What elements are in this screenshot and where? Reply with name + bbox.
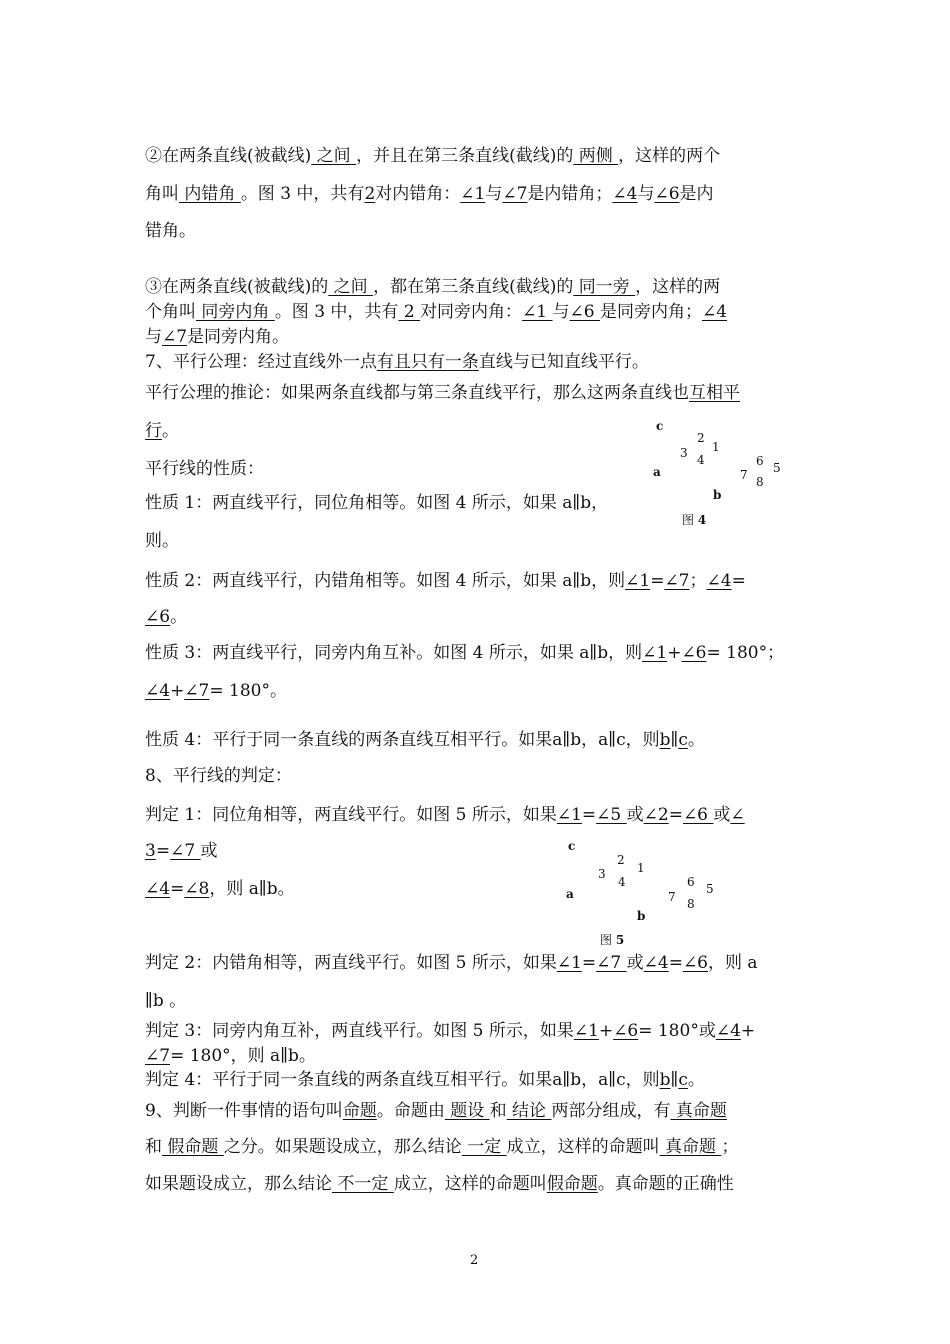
text-line xyxy=(145,765,292,787)
text-segment: 判定 4：平行于同一条直线的两条直线互相平行。如果a∥b，a∥c，则 xyxy=(145,1070,660,1090)
answer-blank: ∠4 xyxy=(706,571,732,591)
fig4-label-8: 8 xyxy=(756,475,764,489)
fig4-label-4: 4 xyxy=(697,453,705,467)
text-line xyxy=(145,606,187,628)
text-segment: ，这样的两 xyxy=(635,277,721,297)
answer-blank: ∠6 xyxy=(613,1021,639,1041)
answer-blank: 行 xyxy=(145,421,162,441)
text-line xyxy=(145,840,218,862)
text-segment: 判定 1：同位角相等，两直线平行。如图 5 所示，如果 xyxy=(145,805,557,825)
text-segment: = xyxy=(731,571,746,591)
text-segment: 和 xyxy=(145,1137,162,1157)
text-segment: 性质 2：两直线平行，内错角相等。如图 4 所示，如果 a∥b，则 xyxy=(145,571,626,591)
answer-blank: ∠4 xyxy=(612,184,638,204)
text-segment: 。真命题的正确性 xyxy=(597,1174,734,1194)
answer-blank: 内错角 xyxy=(179,184,241,204)
answer-blank: 之间 xyxy=(311,146,357,166)
answer-blank: 2 xyxy=(364,184,376,204)
text-segment: = xyxy=(668,953,683,973)
fig4-label-b: b xyxy=(713,488,722,502)
answer-blank: ∠1 xyxy=(573,1021,599,1041)
answer-blank: 同一旁 xyxy=(573,277,636,297)
text-segment: 与 xyxy=(145,327,162,347)
text-line xyxy=(145,1136,738,1158)
text-segment: 。 xyxy=(162,421,179,441)
fig5-label-7: 7 xyxy=(668,890,676,904)
text-line xyxy=(145,351,649,373)
text-segment: 与 xyxy=(637,184,655,204)
text-segment: ，则 a xyxy=(708,953,758,973)
text-segment: + xyxy=(170,681,185,701)
text-segment: 性质 3：两直线平行，同旁内角互补。如图 4 所示，如果 a∥b，则 xyxy=(145,643,643,663)
text-segment: 。图 3 中，共有 xyxy=(274,302,399,322)
text-line xyxy=(145,729,705,751)
answer-blank: ∠5 xyxy=(596,805,627,825)
answer-blank: ∠7 xyxy=(502,184,528,204)
fig5-label-8: 8 xyxy=(687,897,695,911)
fig4-caption xyxy=(682,514,706,526)
answer-blank: ∠1 xyxy=(556,805,582,825)
answer-blank: ∠1 xyxy=(522,302,553,322)
fig4-label-a: a xyxy=(653,465,661,479)
text-segment: 是内 xyxy=(679,184,714,204)
answer-blank: b xyxy=(659,1070,671,1090)
text-segment: 7、平行公理：经过直线外一点 xyxy=(145,352,377,372)
text-segment: ； xyxy=(721,1137,739,1157)
text-segment: 如果题设成立，那么结论 xyxy=(145,1174,332,1194)
answer-blank: ∠4 xyxy=(145,681,171,701)
text-segment: 平行公理的推论：如果两条直线都与第三条直线平行，那么这两条直线也 xyxy=(145,383,689,403)
text-segment: = 180°，则 a∥b。 xyxy=(170,1046,316,1066)
text-segment: = 180°。 xyxy=(209,681,287,701)
text-segment: 与 xyxy=(485,184,503,204)
answer-blank: ∠4 xyxy=(145,879,171,899)
answer-blank: 真命题 xyxy=(670,1101,727,1121)
text-segment: ，并且在第三条直线(截线)的 xyxy=(356,146,574,166)
text-line xyxy=(145,420,179,442)
text-segment: 直线与已知直线平行。 xyxy=(478,352,649,372)
text-line xyxy=(145,1173,734,1195)
text-segment: 。 xyxy=(170,607,188,627)
fig4-label-7: 7 xyxy=(740,468,748,482)
text-segment: 。图 3 中，共有 xyxy=(240,184,365,204)
answer-blank: ∠6 xyxy=(682,805,714,825)
text-segment: 判定 3：同旁内角互补，两直线平行。如图 5 所示，如果 xyxy=(145,1021,574,1041)
text-line xyxy=(145,301,727,323)
text-line xyxy=(145,276,720,298)
fig4-label-2: 2 xyxy=(697,431,705,445)
text-segment: + xyxy=(667,643,682,663)
fig4-caption-number: 4 xyxy=(697,513,707,527)
text-segment: 对内错角： xyxy=(375,184,461,204)
answer-blank: 有且只有一条 xyxy=(376,352,479,372)
text-segment: 对同旁内角： xyxy=(420,302,523,322)
fig5-label-b: b xyxy=(637,909,646,923)
answer-blank: ∠7 xyxy=(596,953,627,973)
text-segment: ，都在第三条直线(截线)的 xyxy=(373,277,574,297)
text-segment: 则。 xyxy=(145,531,179,551)
text-segment: 平行线的性质： xyxy=(145,459,264,479)
answer-blank: ∠6 xyxy=(569,302,600,322)
text-line xyxy=(145,952,758,974)
answer-blank: ∠6 xyxy=(145,607,171,627)
answer-blank: 之间 xyxy=(328,277,374,297)
text-segment: 和 xyxy=(489,1101,507,1121)
text-segment: 8、平行线的判定： xyxy=(145,766,292,786)
text-line xyxy=(145,570,746,592)
answer-blank: ∠6 xyxy=(682,953,708,973)
answer-blank: ∠1 xyxy=(642,643,668,663)
answer-blank: 互相平 xyxy=(689,383,740,403)
text-line xyxy=(145,680,287,702)
answer-blank: ∠6 xyxy=(681,643,707,663)
answer-blank: 假命题 xyxy=(546,1174,598,1194)
text-segment: = xyxy=(650,571,665,591)
fig5-label-5: 5 xyxy=(706,882,714,896)
answer-blank: ∠7 xyxy=(184,681,210,701)
fig5-caption-number: 5 xyxy=(615,933,625,947)
text-segment: 是内错角； xyxy=(527,184,613,204)
text-segment: 。 xyxy=(687,730,705,750)
answer-blank: 结论 xyxy=(506,1101,552,1121)
text-segment: 成立，这样的命题叫 xyxy=(393,1174,547,1194)
text-segment: 错角。 xyxy=(145,221,196,241)
text-segment: 或 xyxy=(626,953,644,973)
fig5-caption-prefix: 图 xyxy=(600,933,613,947)
answer-blank: c xyxy=(678,730,688,750)
text-line xyxy=(145,220,196,242)
text-segment: = xyxy=(170,879,185,899)
text-segment: + xyxy=(740,1021,756,1041)
text-line xyxy=(145,1069,705,1091)
text-segment: 成立，这样的命题叫 xyxy=(506,1137,660,1157)
text-segment: 角叫 xyxy=(145,184,179,204)
text-segment: 。命题由 xyxy=(376,1101,445,1121)
text-segment: 两部分组成，有 xyxy=(551,1101,671,1121)
text-segment: 。 xyxy=(687,1070,705,1090)
text-segment: 个角叫 xyxy=(145,302,196,322)
fig5-caption xyxy=(600,934,624,946)
answer-blank: ∠1 xyxy=(460,184,486,204)
text-segment: = xyxy=(581,953,597,973)
answer-blank: 假命题 xyxy=(162,1137,224,1157)
text-segment: 与 xyxy=(552,302,570,322)
answer-blank: ∠4 xyxy=(715,1021,741,1041)
answer-blank: b xyxy=(659,730,671,750)
fig5-label-6: 6 xyxy=(687,875,695,889)
text-line xyxy=(145,990,186,1012)
fig5-label-a: a xyxy=(566,887,574,901)
answer-blank: 两侧 xyxy=(573,146,619,166)
text-segment: 性质 4：平行于同一条直线的两条直线互相平行。如果a∥b，a∥c，则 xyxy=(145,730,660,750)
answer-blank: 不一定 xyxy=(332,1174,394,1194)
fig5-label-2: 2 xyxy=(617,853,625,867)
answer-blank: 一定 xyxy=(461,1137,507,1157)
text-line xyxy=(145,1020,755,1042)
text-line xyxy=(145,1100,727,1122)
text-segment: ③在两条直线(被截线)的 xyxy=(145,277,329,297)
text-segment: = xyxy=(155,841,171,861)
text-line xyxy=(145,878,295,900)
text-segment: 9、判断一件事情的语句叫 xyxy=(145,1101,343,1121)
fig4-label-c: c xyxy=(656,419,664,433)
text-line xyxy=(145,530,179,552)
text-segment: = 180°； xyxy=(706,643,785,663)
answer-blank: ∠7 xyxy=(162,327,188,347)
fig5-label-c: c xyxy=(568,839,576,853)
text-segment: 或 xyxy=(713,805,731,825)
fig5-label-3: 3 xyxy=(598,867,606,881)
text-segment: 判定 2：内错角相等，两直线平行。如图 5 所示，如果 xyxy=(145,953,557,973)
answer-blank: ∠1 xyxy=(625,571,651,591)
answer-blank: 命题 xyxy=(342,1101,377,1121)
answer-blank: ∠6 xyxy=(654,184,680,204)
text-segment: ∥ xyxy=(670,730,679,750)
text-line xyxy=(145,145,720,167)
fig5-label-1: 1 xyxy=(637,861,645,875)
text-segment: 性质 1：两直线平行，同位角相等。如图 4 所示，如果 a∥b， xyxy=(145,493,609,513)
text-segment: ； xyxy=(689,571,707,591)
answer-blank: 同旁内角 xyxy=(196,302,275,322)
answer-blank: ∠7 xyxy=(170,841,201,861)
text-segment: + xyxy=(598,1021,614,1041)
answer-blank: ∠4 xyxy=(702,302,728,322)
text-segment: ，这样的两个 xyxy=(618,146,721,166)
text-line xyxy=(145,804,745,826)
fig4-label-3: 3 xyxy=(680,446,688,460)
answer-blank: ∠4 xyxy=(643,953,669,973)
text-line xyxy=(145,642,784,664)
fig5-label-4: 4 xyxy=(618,875,626,889)
text-segment: ∥b 。 xyxy=(145,991,187,1011)
answer-blank: ∠7 xyxy=(145,1046,171,1066)
fig4-label-5: 5 xyxy=(773,461,781,475)
text-segment: = xyxy=(581,805,597,825)
answer-blank: 3 xyxy=(145,841,156,861)
text-line xyxy=(145,183,714,205)
fig4-caption-prefix: 图 xyxy=(682,513,695,527)
text-segment: 或 xyxy=(626,805,644,825)
answer-blank: ∠8 xyxy=(184,879,210,899)
answer-blank: ∠ xyxy=(730,805,745,825)
text-line xyxy=(145,1045,316,1067)
page-number: 2 xyxy=(470,1253,479,1268)
text-line xyxy=(145,326,289,348)
text-line xyxy=(145,492,608,514)
text-segment: 是同旁内角。 xyxy=(187,327,290,347)
answer-blank: 2 xyxy=(398,302,421,322)
text-segment: 之分。如果题设成立，那么结论 xyxy=(223,1137,462,1157)
fig4-label-6: 6 xyxy=(756,454,764,468)
answer-blank: ∠1 xyxy=(556,953,582,973)
text-segment: = xyxy=(668,805,683,825)
text-segment: ，则 a∥b。 xyxy=(209,879,295,899)
answer-blank: 题设 xyxy=(444,1101,490,1121)
text-segment: 或 xyxy=(200,841,218,861)
text-line xyxy=(145,458,264,480)
text-segment: ②在两条直线(被截线) xyxy=(145,146,312,166)
text-segment: ∥ xyxy=(670,1070,679,1090)
fig4-label-1: 1 xyxy=(712,440,720,454)
answer-blank: ∠7 xyxy=(664,571,690,591)
answer-blank: ∠2 xyxy=(643,805,669,825)
text-line xyxy=(145,382,740,404)
answer-blank: c xyxy=(678,1070,688,1090)
text-segment: 是同旁内角； xyxy=(600,302,702,322)
answer-blank: 真命题 xyxy=(659,1137,722,1157)
text-segment: = 180°或 xyxy=(638,1021,716,1041)
